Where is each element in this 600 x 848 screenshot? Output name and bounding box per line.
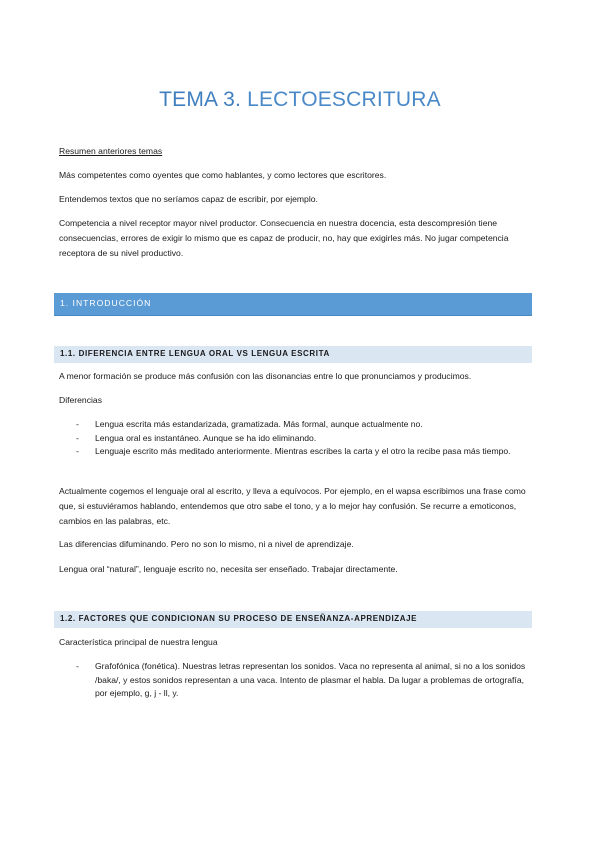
summary-paragraph-3: Competencia a nivel receptor mayor nivel productor. Consecuencia en nuestra docencia, esta descompresión tiene consecuencias, errores de exigir lo mismo que es capaz de producir, no, hay que exigirles más. No jugar competencia receptora de su nivel productivo. (59, 218, 509, 258)
summary-paragraph-2: Entendemos textos que no seríamos capaz de escribir, por ejemplo. (59, 194, 318, 204)
section12-paragraph-1: Característica principal de nuestra lengua (59, 637, 218, 647)
list-item: - Lengua escrita más estandarizada, gramatizada. Más formal, aunque actualmente no. (59, 418, 537, 432)
subsection-heading-1-2 (54, 611, 532, 628)
subsection-heading-1-1 (54, 346, 532, 363)
list-item: - Lenguaje escrito más meditado anteriormente. Mientras escribes la carta y el otro la recibe pasa más tiempo. (59, 445, 537, 459)
section-heading-introduccion (54, 293, 532, 316)
bullet-dash: - (76, 419, 79, 429)
differences-heading: Diferencias (59, 395, 102, 405)
page-title (0, 88, 600, 112)
section11-paragraph-3: Las diferencias difuminando. Pero no son lo mismo, ni a nivel de aprendizaje. (59, 539, 354, 549)
section11-paragraph-2: Actualmente cogemos el lenguaje oral al escrito, y lleva a equívocos. Por ejemplo, en el wapsa escribimos una frase como que, si estuviéramos hablando, entendemos que otro sabe el tono, y a lo mejor hay confusión. Se recurre a emoticonos, cambios en las palabras, etc. (59, 486, 526, 526)
list-item: - Grafofónica (fonética). Nuestras letras representan los sonidos. Vaca no representa al animal, si no a los sonidos /baka/, y estos sonidos representan a una vaca. Intento de plasmar el habla. Da lugar a problemas de ortografía, por ejemplo, g, j - ll, y. (76, 661, 526, 698)
subsection-heading-label: 1.1. DIFERENCIA ENTRE LENGUA ORAL VS LENGUA ESCRITA (60, 349, 330, 358)
differences-list (59, 418, 537, 459)
title-text: LECTOESCRITURA (247, 88, 441, 111)
section11-paragraph-1: A menor formación se produce más confusión con las disonancias entre lo que pronunciamos y producimos. (59, 371, 472, 381)
title-number: TEMA 3. (159, 88, 242, 111)
bullet-dash: - (76, 661, 79, 671)
summary-heading: Resumen anteriores temas (59, 146, 163, 156)
list-item: - Lengua oral es instantáneo. Aunque se ha ido eliminando. (59, 432, 537, 446)
characteristics-list (59, 660, 537, 701)
bullet-dash: - (76, 446, 79, 456)
summary-paragraph-1: Más competentes como oyentes que como hablantes, y como lectores que escritores. (59, 170, 387, 180)
subsection-heading-label: 1.2. FACTORES QUE CONDICIONAN SU PROCESO DE ENSEÑANZA-APRENDIZAJE (60, 614, 418, 623)
section11-paragraph-4: Lengua oral “natural”, lenguaje escrito no, necesita ser enseñado. Trabajar directamente. (59, 564, 398, 574)
section-heading-label: 1. INTRODUCCIÓN (60, 298, 152, 308)
bullet-dash: - (76, 432, 79, 443)
